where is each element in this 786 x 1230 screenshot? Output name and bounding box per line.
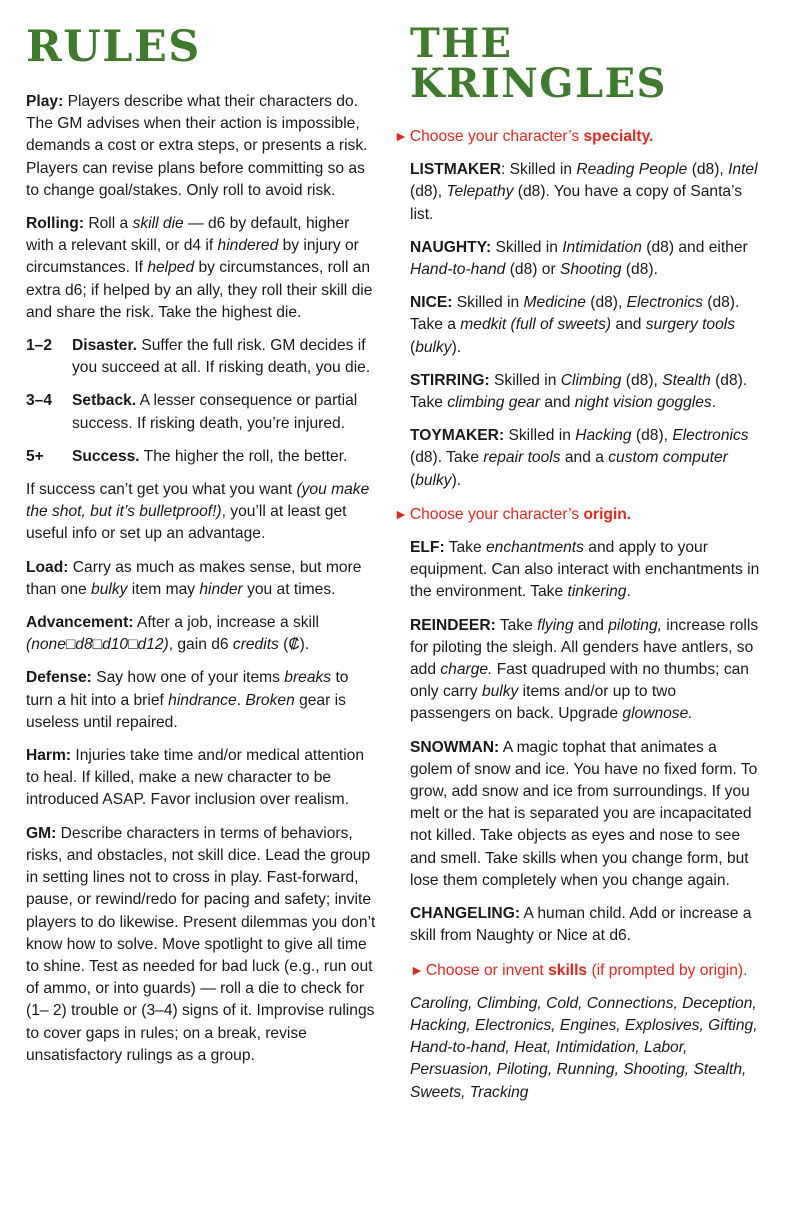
origin-prompt: ► Choose your character’s origin.	[394, 505, 632, 523]
result-disaster: 1–2 Disaster. Suffer the full risk. GM decides if you succeed at all. If risking death, you die.	[26, 337, 371, 377]
kringles-title: THE KRINGLES	[410, 20, 667, 107]
skills-prompt: ► Choose or invent skills (if prompted by origin).	[410, 961, 748, 979]
snowman-paragraph: SNOWMAN: A magic tophat that animates a golem of snow and ice. You have no fixed form. To grow, add snow and ice from surroundings. If you melt or the hat is separated you are incapacitated not killed. Take objects as eyes and nose to see and smell. Take skills when you change form, but lose them completely when you change again.	[410, 738, 758, 889]
stirring-paragraph: STIRRING: Skilled in Climbing (d8), Stealth (d8). Take climbing gear and night vision goggles.	[410, 371, 748, 412]
result-success: 5+ Success. The higher the roll, the better.	[26, 447, 348, 465]
rules-title: RULES	[26, 22, 201, 72]
elf-paragraph: ELF: Take enchantments and apply to your equipment. Can also interact with enchantments in the environment. Take tinkering.	[410, 539, 760, 601]
arrow-icon: ►	[394, 505, 408, 522]
defense-paragraph: Defense: Say how one of your items breaks to turn a hit into a brief hindrance. Broken gear is useless until repaired.	[26, 669, 349, 731]
specialty-prompt: ► Choose your character’s specialty.	[394, 128, 654, 145]
reindeer-paragraph: REINDEER: Take flying and piloting, increase rolls for piloting the sleigh. All genders have antlers, so add charge. Fast quadruped with no thumbs; can only carry bulky items and/or up to two passengers on back. Upgrade glownose.	[410, 616, 759, 723]
success-paragraph: If success can’t get you what you want (you make the shot, but it’s bulletproof!), you’ll at least get useful info or set up an advantage.	[26, 481, 370, 543]
rolling-paragraph: Rolling: Roll a skill die — d6 by default, higher with a relevant skill, or d4 if hindered by injury or circumstances. If helped by circumstances, roll an extra d6; if helped by an ally, they roll their skill die and share the risk. Take the highest die.	[26, 215, 373, 321]
kringles-column	[394, 0, 760, 1115]
arrow-icon: ►	[410, 961, 424, 978]
load-paragraph: Load: Carry as much as makes sense, but more than one bulky item may hinder you at times.	[26, 558, 362, 598]
rules-column	[26, 0, 378, 1078]
naughty-paragraph: NAUGHTY: Skilled in Intimidation (d8) and either Hand-to-hand (d8) or Shooting (d8).	[410, 238, 748, 279]
toymaker-paragraph: TOYMAKER: Skilled in Hacking (d8), Electronics (d8). Take repair tools and a custom computer (bulky).	[410, 427, 749, 489]
nice-paragraph: NICE: Skilled in Medicine (d8), Electronics (d8). Take a medkit (full of sweets) and surgery tools (bulky).	[410, 294, 740, 356]
harm-paragraph: Harm: Injuries take time and/or medical attention to heal. If killed, make a new character to be introduced ASAP. Favor inclusion over realism.	[26, 747, 365, 809]
changeling-paragraph: CHANGELING: A human child. Add or increase a skill from Naughty or Nice at d6.	[410, 905, 752, 945]
advancement-paragraph: Advancement: After a job, increase a skill (none□d8□d10□d12), gain d6 credits (₡).	[26, 614, 319, 654]
skills-list: Caroling, Climbing, Cold, Connections, Deception, Hacking, Electronics, Engines, Explosives, Gifting, Hand-to-hand, Heat, Intimidation, Labor, Persuasion, Piloting, Running, Shooting, Stealth, Sweets, Tracking	[410, 994, 758, 1101]
gm-paragraph: GM: Describe characters in terms of behaviors, risks, and obstacles, not skill dice. Lead the group in setting lines not to cross in play. Fast-forward, pause, or rewind/redo for pacing and safety; invite players to do likewise. Present dilemmas you don’t know how to solve. Move spotlight to give all time to shine. Test as needed for bad luck (e.g., run out of ammo, or into guards) — roll a die to check for (1– 2) trouble or (3–4) signs of it. Improvise rulings to cover gaps in rules; on a break, revise unsatisfactory rulings as a group.	[26, 824, 376, 1064]
result-setback: 3–4 Setback. A lesser consequence or partial success. If risking death, you’re injured.	[26, 392, 358, 432]
play-paragraph: Play: Players describe what their characters do. The GM advises when their action is impossible, demands a cost or extra steps, or presents a risk. Players can revise plans before committing so as to change goal/stakes. Only roll to avoid risk.	[26, 93, 368, 199]
listmaker-paragraph: LISTMAKER: Skilled in Reading People (d8), Intel (d8), Telepathy (d8). You have a copy of Santa’s list.	[410, 161, 758, 223]
arrow-icon: ►	[394, 128, 408, 144]
